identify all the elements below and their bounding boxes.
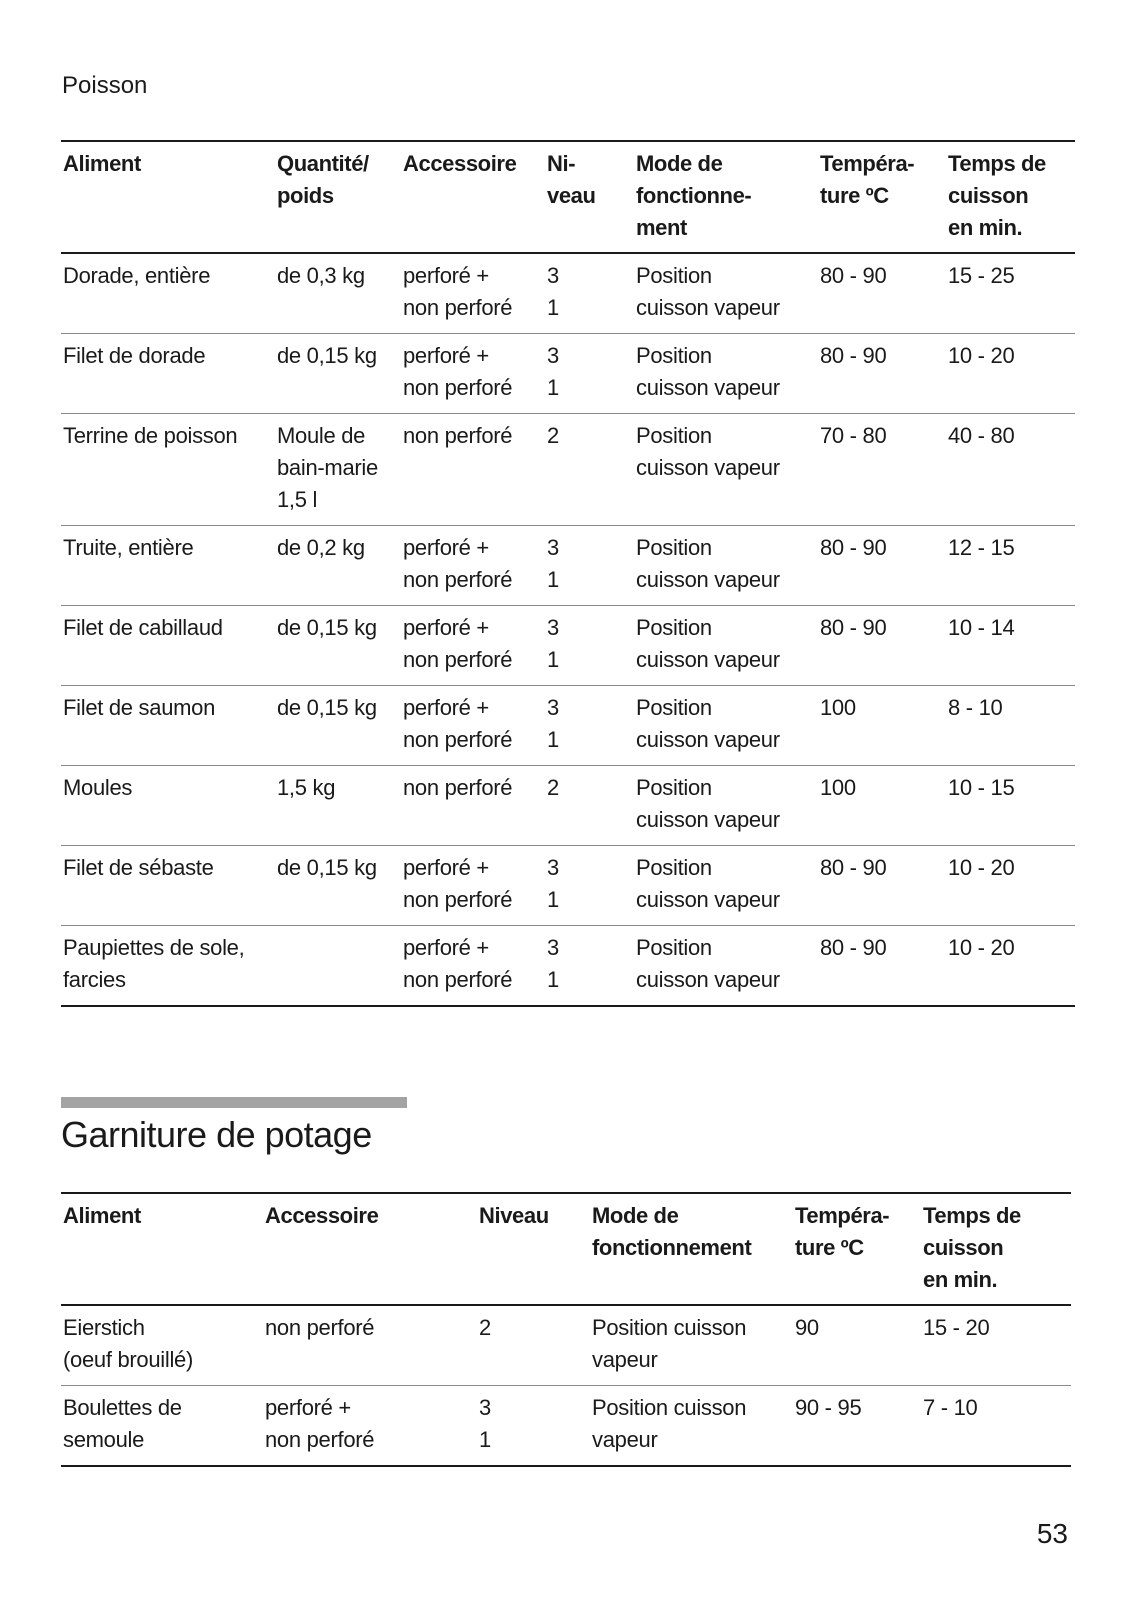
table-row <box>61 926 1075 1007</box>
table-cell: Dorade, entière <box>61 253 275 334</box>
column-header: Accessoire <box>263 1193 477 1305</box>
table-cell: non perforé <box>401 766 545 846</box>
table-cell: Position cuisson vapeur <box>634 766 818 846</box>
table-cell: 15 - 25 <box>946 253 1075 334</box>
column-header: Mode de fonctionne- ment <box>634 141 818 253</box>
table-row <box>61 606 1075 686</box>
column-header: Aliment <box>61 141 275 253</box>
column-header: Tempéra- ture ºC <box>818 141 946 253</box>
table-row <box>61 334 1075 414</box>
table-row <box>61 526 1075 606</box>
table-cell: Position cuisson vapeur <box>634 926 818 1007</box>
column-header: Temps de cuisson en min. <box>946 141 1075 253</box>
table-cell: 3 1 <box>545 606 634 686</box>
table-cell: 100 <box>818 766 946 846</box>
table-cell: de 0,15 kg <box>275 846 401 926</box>
table-cell: 10 - 20 <box>946 334 1075 414</box>
table-cell: 10 - 15 <box>946 766 1075 846</box>
column-header: Tempéra- ture ºC <box>793 1193 921 1305</box>
table-row <box>61 846 1075 926</box>
column-header: Temps de cuisson en min. <box>921 1193 1071 1305</box>
table-cell: Position cuisson vapeur <box>634 414 818 526</box>
table-cell: Moule de bain-marie 1,5 l <box>275 414 401 526</box>
table-cell: 2 <box>545 766 634 846</box>
table-cell: Position cuisson vapeur <box>634 686 818 766</box>
table-cell: 3 1 <box>545 846 634 926</box>
table-cell: de 0,15 kg <box>275 334 401 414</box>
table-cell: 80 - 90 <box>818 846 946 926</box>
table-cell: Moules <box>61 766 275 846</box>
section-heading: Garniture de potage <box>61 1114 372 1155</box>
table-cell: 90 - 95 <box>793 1386 921 1467</box>
table-cell: Position cuisson vapeur <box>634 253 818 334</box>
table-cell <box>275 926 401 1007</box>
table-row <box>61 414 1075 526</box>
poisson-table <box>61 140 1075 1007</box>
table-cell: 7 - 10 <box>921 1386 1071 1467</box>
table-cell: 10 - 20 <box>946 846 1075 926</box>
table-cell: 80 - 90 <box>818 526 946 606</box>
column-header: Niveau <box>477 1193 590 1305</box>
column-header: Accessoire <box>401 141 545 253</box>
table-cell: Terrine de poisson <box>61 414 275 526</box>
table-cell: Boulettes de semoule <box>61 1386 263 1467</box>
table-cell: Position cuisson vapeur <box>634 334 818 414</box>
table-cell: non perforé <box>263 1305 477 1386</box>
table-cell: 12 - 15 <box>946 526 1075 606</box>
table-cell: de 0,15 kg <box>275 686 401 766</box>
table-cell: 1,5 kg <box>275 766 401 846</box>
table-cell: 90 <box>793 1305 921 1386</box>
table-cell: 8 - 10 <box>946 686 1075 766</box>
table-cell: 80 - 90 <box>818 253 946 334</box>
table-cell: 80 - 90 <box>818 926 946 1007</box>
table-cell: Position cuisson vapeur <box>590 1386 793 1467</box>
table-row <box>61 1305 1071 1386</box>
table-row <box>61 253 1075 334</box>
table-cell: 3 1 <box>545 334 634 414</box>
table-cell: 80 - 90 <box>818 334 946 414</box>
table-row <box>61 686 1075 766</box>
table-row <box>61 766 1075 846</box>
table-cell: 3 1 <box>545 926 634 1007</box>
table-cell: perforé + non perforé <box>401 253 545 334</box>
garniture-table <box>61 1192 1071 1467</box>
table-header-row <box>61 141 1075 253</box>
table-cell: 10 - 20 <box>946 926 1075 1007</box>
table-cell: Filet de saumon <box>61 686 275 766</box>
table-cell: 3 1 <box>545 526 634 606</box>
table-cell: non perforé <box>401 414 545 526</box>
column-header: Mode de fonctionnement <box>590 1193 793 1305</box>
column-header: Aliment <box>61 1193 263 1305</box>
table-cell: 3 1 <box>545 253 634 334</box>
table-cell: de 0,15 kg <box>275 606 401 686</box>
table-header-row <box>61 1193 1071 1305</box>
table-cell: Filet de dorade <box>61 334 275 414</box>
heading-accent-bar <box>61 1097 407 1108</box>
table-cell: 70 - 80 <box>818 414 946 526</box>
table-cell: Filet de cabillaud <box>61 606 275 686</box>
table-cell: 2 <box>477 1305 590 1386</box>
table-row <box>61 1386 1071 1467</box>
table-cell: Truite, entière <box>61 526 275 606</box>
table-cell: perforé + non perforé <box>263 1386 477 1467</box>
table-cell: Filet de sébaste <box>61 846 275 926</box>
table-cell: perforé + non perforé <box>401 606 545 686</box>
table-cell: perforé + non perforé <box>401 686 545 766</box>
table-cell: 15 - 20 <box>921 1305 1071 1386</box>
table-cell: Eierstich (oeuf brouillé) <box>61 1305 263 1386</box>
table-cell: perforé + non perforé <box>401 926 545 1007</box>
table-cell: Position cuisson vapeur <box>634 606 818 686</box>
table-cell: perforé + non perforé <box>401 334 545 414</box>
table-cell: perforé + non perforé <box>401 846 545 926</box>
table-cell: perforé + non perforé <box>401 526 545 606</box>
table-cell: 10 - 14 <box>946 606 1075 686</box>
column-header: Quantité/ poids <box>275 141 401 253</box>
table-cell: 80 - 90 <box>818 606 946 686</box>
table-cell: Position cuisson vapeur <box>634 846 818 926</box>
table-cell: 3 1 <box>545 686 634 766</box>
table-cell: de 0,3 kg <box>275 253 401 334</box>
section-label-poisson: Poisson <box>62 72 148 99</box>
table-cell: Paupiettes de sole, farcies <box>61 926 275 1007</box>
column-header: Ni- veau <box>545 141 634 253</box>
table-cell: 3 1 <box>477 1386 590 1467</box>
table-cell: Position cuisson vapeur <box>590 1305 793 1386</box>
table-cell: de 0,2 kg <box>275 526 401 606</box>
page-number: 53 <box>1036 1518 1068 1549</box>
table-cell: 40 - 80 <box>946 414 1075 526</box>
table-cell: Position cuisson vapeur <box>634 526 818 606</box>
table-cell: 2 <box>545 414 634 526</box>
table-cell: 100 <box>818 686 946 766</box>
